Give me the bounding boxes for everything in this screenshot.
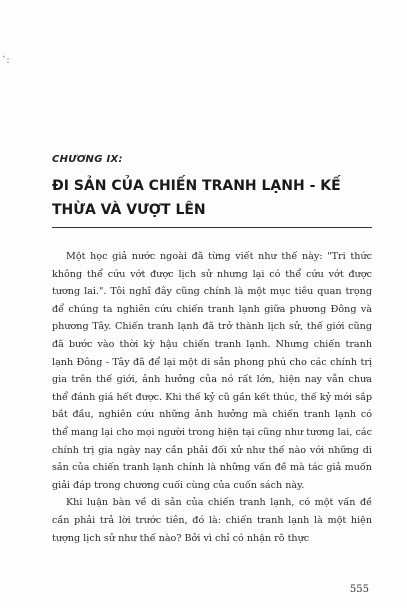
body-text xyxy=(52,248,372,547)
title-underline xyxy=(52,227,372,228)
chapter-title: ĐI SẢN CỦA CHIẾN TRANH LẠNH - KẾ THỪA VÀ VƯỢT LÊN xyxy=(52,178,341,218)
page-edge-mark: `: xyxy=(2,56,10,66)
paragraph: Khi luận bàn về di sản của chiến tranh lạnh, có một vấn đề cần phải trả lời trước tiên, đó là: chiến tranh lạnh là một hiện tượng lịch sử như thế nào? Bởi vì chỉ có nhận rõ thực xyxy=(52,497,372,544)
paragraph: Một học giả nước ngoài đã từng viết như thế này: "Tri thức không thể cứu vớt được lịch sử nhưng lại có thể cứu vớt được tương lai.". Tôi nghĩ đây cũng chính là một mục tiêu quan trọng để chúng ta nghiên cứu chiến tranh lạnh giữa phương Đông và phương Tây. Chiến tranh lạnh đã trở thành lịch sử, thế giới cũng đã bước vào thời kỳ hậu chiến tranh lạnh. Nhưng chiến tranh lạnh Đông - Tây đã để lại một di sản phong phú cho các chính trị gia trên thế giới, ảnh hưởng của nó rất lớn, hiện nay vẫn chưa thể đánh giá hết được. Khi thế kỷ cũ gần kết thúc, thế kỷ mới sắp bắt đầu, nghiên cứu những ảnh hưởng mà chiến tranh lạnh có thể mang lại cho mọi người trong hiện tại cũng như tương lai, các chính trị gia ngày nay cần phải đối xử như thế nào với những di sản của chiến tranh lạnh chính là những vấn đề mà tác giả muốn giải đáp trong chương cuối cùng của cuốn sách này. xyxy=(52,251,372,491)
chapter-label: CHƯƠNG IX: xyxy=(52,154,123,165)
page-number: 555 xyxy=(349,584,369,595)
